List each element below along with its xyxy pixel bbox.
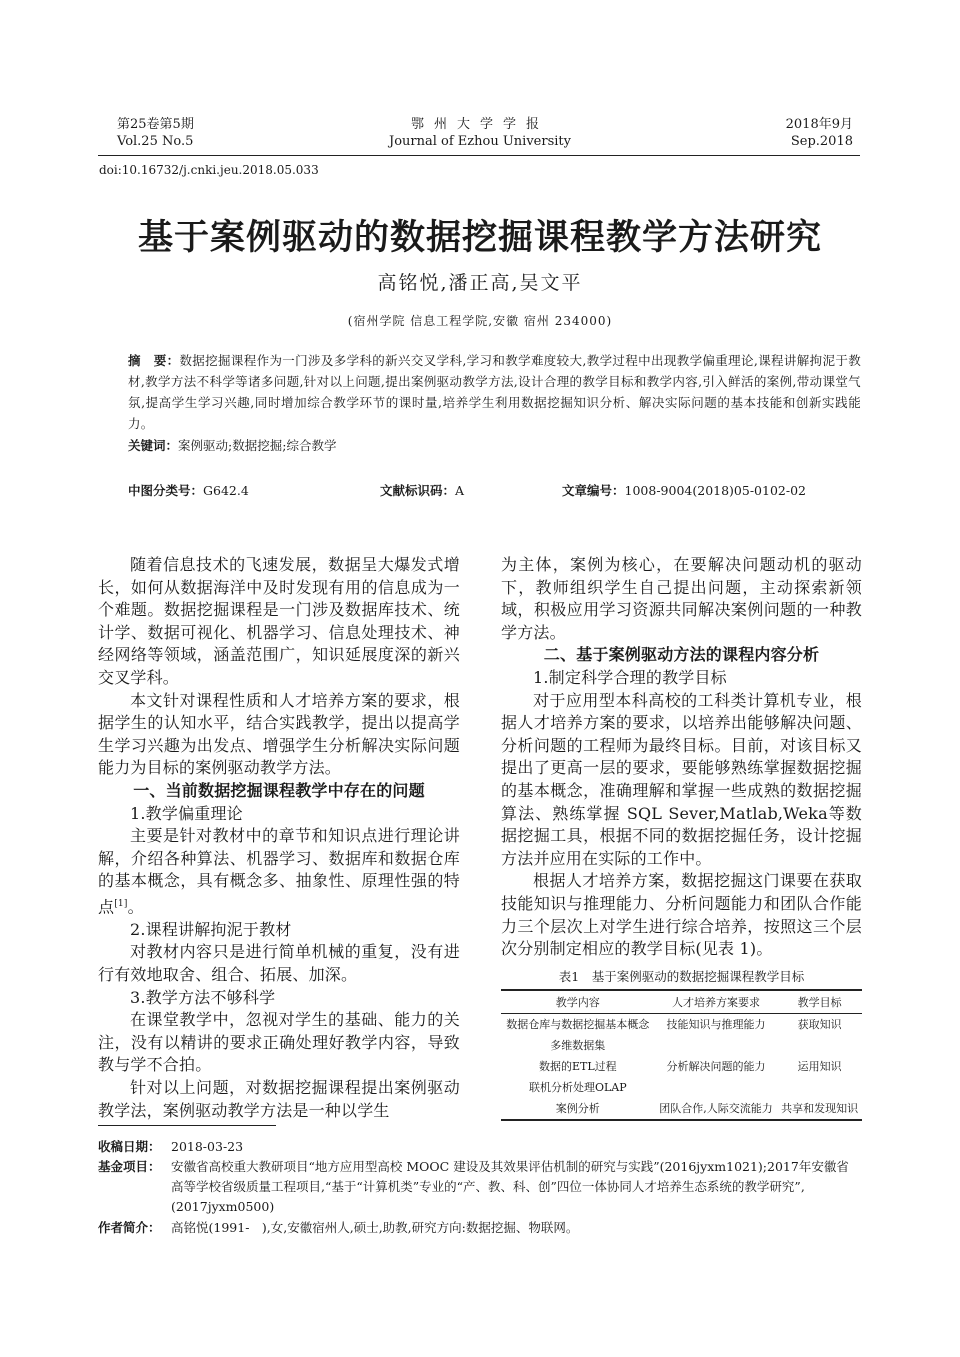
authors: 高铭悦,潘正高,吴文平 — [377, 272, 583, 294]
table-row — [501, 1035, 862, 1056]
article-number-label: 文章编号： — [562, 483, 625, 498]
subsection-heading: 3.教学方法不够科学 — [130, 987, 276, 1007]
table-row — [501, 1014, 862, 1036]
table-cell: 获取知识 — [797, 1018, 842, 1031]
table-cell: 团队合作,人际交流能力 — [655, 1098, 778, 1120]
running-header-right — [786, 116, 853, 150]
paragraph: 随着信息技术的飞速发展，数据呈大爆发式增长，如何从数据海洋中及时发现有用的信息成为一个难题。数据挖掘课程是一门涉及数据库技术、统计学、数据可视化、机器学习、信息处理技术、神经网络等领域，涵盖范围广，知识延展度深的新兴交叉学科。 — [98, 555, 460, 687]
paper-title: 基于案例驱动的数据挖掘课程教学方法研究 — [137, 218, 822, 258]
table-header-cell: 人才培养方案要求 — [655, 990, 778, 1014]
table-cell: 联机分析处理OLAP — [528, 1081, 627, 1094]
paragraph: 对于应用型本科高校的工科类计算机专业，根据人才培养方案的要求，以培养出能够解决问题、分析问题的工程师为最终目标。目前，对该目标又提出了更高一层的要求，要能够熟练掌握数据挖掘的基本概念，准确理解和掌握一些成熟的数据挖掘算法、熟练掌握 SQL Sever,Matlab,Weka等数据挖掘工具，根据不同的数据挖掘任务，设计挖掘方法并应用在实际的工作中。 — [501, 690, 862, 868]
paragraph: 对教材内容只是进行简单机械的重复，没有进行有效地取舍、组合、拓展、加深。 — [98, 942, 460, 985]
table-cell: 分析解决问题的能力 — [666, 1060, 766, 1073]
section-heading: 二、基于案例驱动方法的课程内容分析 — [543, 645, 820, 665]
paragraph: 本文针对课程性质和人才培养方案的要求，根据学生的认知水平，结合实践教学，提出以提高学生学习兴趣为出发点、增强学生分析解决实际问题能力为目标的案例驱动教学方法。 — [98, 690, 460, 778]
table-cell — [655, 1077, 778, 1098]
doi[interactable]: doi:10.16732/j.cnki.jeu.2018.05.033 — [99, 163, 319, 177]
received-value: 2018-03-23 — [171, 1139, 244, 1154]
paragraph: 为主体，案例为核心，在要解决问题动机的驱动下，教师组织学生自己提出问题，主动探索新领域，积极应用学习资源共同解决案例问题的一种教学方法。 — [501, 555, 862, 642]
clc-value: G642.4 — [203, 483, 249, 498]
pub-date-en: Sep.2018 — [790, 134, 853, 149]
table-cell: 案例分析 — [501, 1098, 655, 1120]
table-row — [501, 1056, 862, 1077]
received-label: 收稿日期： — [98, 1139, 161, 1154]
doc-code-label: 文献标识码： — [380, 483, 456, 498]
table-cell — [777, 1077, 862, 1098]
paragraph: 根据人才培养方案，数据挖掘这门课要在获取技能知识与推理能力、分析问题能力和团队合作能力三个层次上对学生进行综合培养，按照这三个层次分别制定相应的教学目标(见表 1)。 — [501, 871, 862, 959]
abstract — [128, 350, 861, 434]
table-caption: 表1 基于案例驱动的数据挖掘课程教学目标 — [558, 969, 805, 984]
abstract-label: 摘 要： — [128, 353, 180, 368]
article-number — [562, 481, 806, 499]
citation-ref[interactable]: [1] — [114, 898, 128, 909]
author-bio — [98, 1218, 860, 1238]
volume-issue-en: Vol.25 No.5 — [117, 134, 194, 149]
paragraph: 在课堂教学中，忽视对学生的基础、能力的关注，没有以精讲的要求正确处理好教学内容，导致教与学不合拍。 — [98, 1010, 460, 1075]
body-right-column — [501, 554, 862, 961]
keywords-text: 案例驱动;数据挖掘;综合教学 — [178, 438, 337, 453]
doc-code-value: A — [455, 483, 465, 498]
table-cell — [655, 1035, 778, 1056]
doc-code — [380, 481, 464, 499]
table-row — [501, 1077, 862, 1098]
journal-name-en: Journal of Ezhou University — [389, 134, 571, 149]
abstract-text: 数据挖掘课程作为一门涉及多学科的新兴交叉学科,学习和教学难度较大,教学过程中出现教学偏重理论,课程讲解拘泥于教材,教学方法不科学等诸多问题,针对以上问题,提出案例驱动教学方法,设计合理的教学目标和教学内容,引入鲜活的案例,带动课堂气氛,提高学生学习兴趣,同时增加综合教学环节的课时量,培养学生利用数据挖掘知识分析、解决实际问题的基本技能和创新实践能力。 — [128, 353, 862, 431]
pub-date-cn: 2018年9月 — [785, 117, 853, 132]
keywords-label: 关键词： — [128, 438, 179, 453]
teaching-goals-table — [501, 989, 862, 1121]
table-cell: 技能知识与推理能力 — [666, 1018, 766, 1031]
fund-project — [98, 1157, 860, 1217]
paragraph-text: 主要是针对教材中的章节和知识点进行理论讲解，介绍各种算法、机器学习、数据库和数据仓库的基本概念，具有概念多、抽象性、原理性强的特点 — [98, 826, 460, 917]
header-rule — [98, 155, 860, 156]
subsection-heading: 1.教学偏重理论 — [130, 803, 243, 823]
table-header-row — [501, 990, 862, 1014]
table-cell: 共享和发现知识 — [777, 1098, 862, 1120]
footnote-rule — [98, 1125, 276, 1126]
volume-issue-cn: 第25卷第5期 — [117, 117, 194, 132]
received-date — [98, 1137, 860, 1157]
table-cell: 数据仓库与数据挖掘基本概念 — [506, 1018, 650, 1031]
table-1 — [501, 989, 862, 1121]
subsection-heading: 1.制定科学合理的教学目标 — [533, 667, 727, 687]
paragraph-end: 。 — [127, 897, 144, 917]
clc-label: 中图分类号： — [128, 483, 204, 498]
article-number-value: 1008-9004(2018)05-0102-02 — [624, 483, 806, 498]
table-header-cell: 教学目标 — [777, 990, 862, 1014]
section-heading: 一、当前数据挖掘课程教学中存在的问题 — [133, 780, 425, 800]
author-bio-value: 高铭悦(1991- ),女,安徽宿州人,硕士,助教,研究方向:数据挖掘、物联网。 — [171, 1220, 579, 1235]
table-cell — [777, 1035, 862, 1056]
affiliation: (宿州学院 信息工程学院,安徽 宿州 234000) — [347, 314, 613, 328]
table-cell: 运用知识 — [797, 1060, 842, 1073]
paragraph: 针对以上问题，对数据挖掘课程提出案例驱动教学法，案例驱动教学方法是一种以学生 — [98, 1077, 460, 1120]
keywords — [128, 436, 336, 454]
fund-label: 基金项目： — [98, 1159, 161, 1174]
subsection-heading: 2.课程讲解拘泥于教材 — [130, 919, 292, 939]
table-header-cell: 教学内容 — [501, 990, 655, 1014]
author-bio-label: 作者简介： — [98, 1220, 161, 1235]
table-cell: 数据的ETL过程 — [538, 1060, 617, 1073]
paragraph — [98, 825, 460, 919]
table-cell: 多维数据集 — [550, 1039, 606, 1052]
table-row — [501, 1098, 862, 1120]
clc-number — [128, 481, 249, 499]
fund-value: 安徽省高校重大教研项目“地方应用型高校 MOOC 建设及其效果评估机制的研究与实践”(2016jyxm1021);2017年安徽省高等学校省级质量工程项目,“基于“计算机类”专业的“产、教、科、创”四位一体协同人才培养生态系统的教学研究”,(2017jyxm0500) — [171, 1159, 849, 1214]
journal-name-cn: 鄂州大学学报 — [410, 117, 549, 132]
body-left-column — [98, 554, 460, 1122]
